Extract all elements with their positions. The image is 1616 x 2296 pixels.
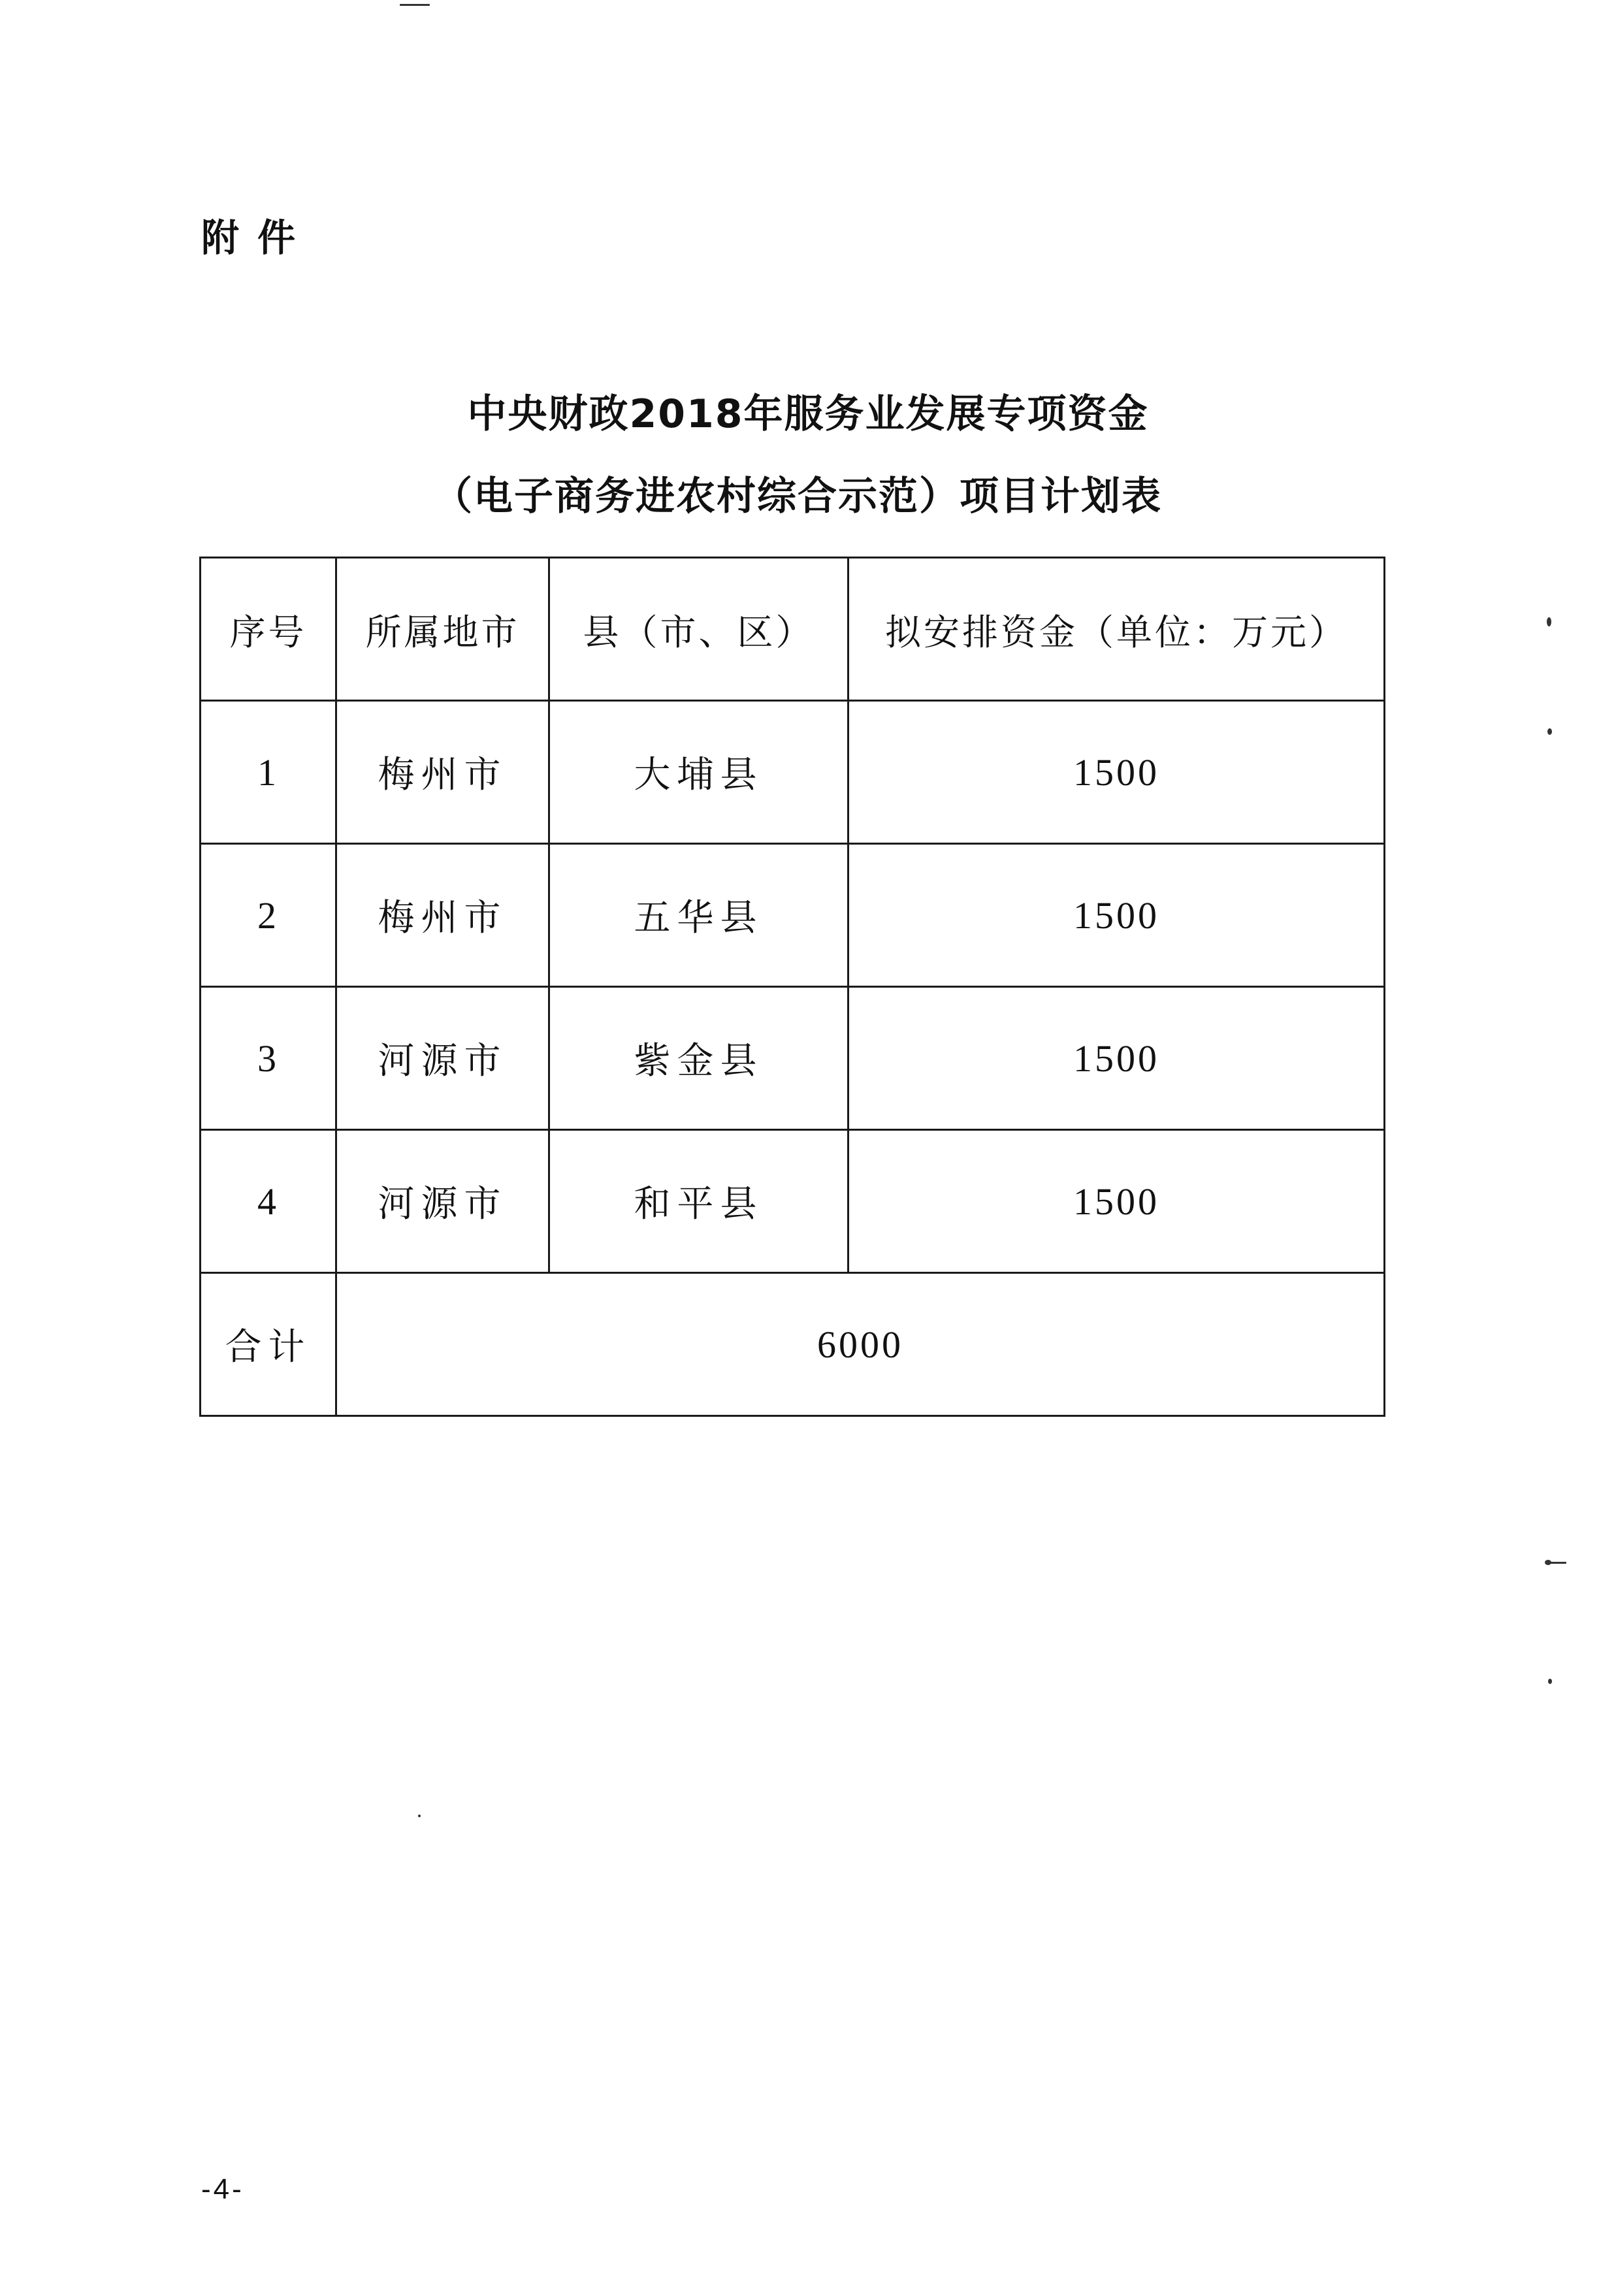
row-amount: 1500 bbox=[848, 844, 1385, 987]
table-row bbox=[201, 1130, 1385, 1273]
page-number: -4- bbox=[201, 2173, 244, 2205]
row-amount: 1500 bbox=[848, 987, 1385, 1130]
table-row bbox=[201, 701, 1385, 844]
row-county: 紫金县 bbox=[549, 987, 848, 1130]
scan-mark bbox=[400, 4, 430, 6]
row-serial-number: 2 bbox=[201, 844, 336, 987]
row-serial-number: 1 bbox=[201, 701, 336, 844]
row-amount: 1500 bbox=[848, 701, 1385, 844]
table-header-row bbox=[201, 558, 1385, 701]
row-city: 梅州市 bbox=[336, 844, 549, 987]
total-value: 6000 bbox=[336, 1273, 1385, 1416]
row-serial-number: 4 bbox=[201, 1130, 336, 1273]
row-amount: 1500 bbox=[848, 1130, 1385, 1273]
row-city: 河源市 bbox=[336, 987, 549, 1130]
header-county: 县（市、区） bbox=[549, 558, 848, 701]
table-total-row bbox=[201, 1273, 1385, 1416]
document-title-line-2: （电子商务进农村综合示范）项目计划表 bbox=[433, 474, 1162, 519]
row-county: 大埔县 bbox=[549, 701, 848, 844]
row-county: 和平县 bbox=[549, 1130, 848, 1273]
scan-speck bbox=[1547, 728, 1552, 735]
row-city: 梅州市 bbox=[336, 701, 549, 844]
table-row bbox=[201, 987, 1385, 1130]
header-amount: 拟安排资金（单位：万元） bbox=[848, 558, 1385, 701]
row-serial-number: 3 bbox=[201, 987, 336, 1130]
document-title-line-1: 中央财政2018年服务业发展专项资金 bbox=[467, 391, 1149, 437]
scan-speck bbox=[418, 1815, 421, 1817]
header-city: 所属地市 bbox=[336, 558, 549, 701]
scan-mark bbox=[1549, 1562, 1566, 1564]
total-label: 合计 bbox=[201, 1273, 336, 1416]
scan-speck bbox=[1548, 1679, 1552, 1684]
row-county: 五华县 bbox=[549, 844, 848, 987]
project-plan-table bbox=[199, 557, 1385, 1417]
row-city: 河源市 bbox=[336, 1130, 549, 1273]
header-serial-number: 序号 bbox=[201, 558, 336, 701]
attachment-label: 附件 bbox=[201, 216, 314, 260]
table-row bbox=[201, 844, 1385, 987]
scan-speck bbox=[1547, 617, 1551, 626]
